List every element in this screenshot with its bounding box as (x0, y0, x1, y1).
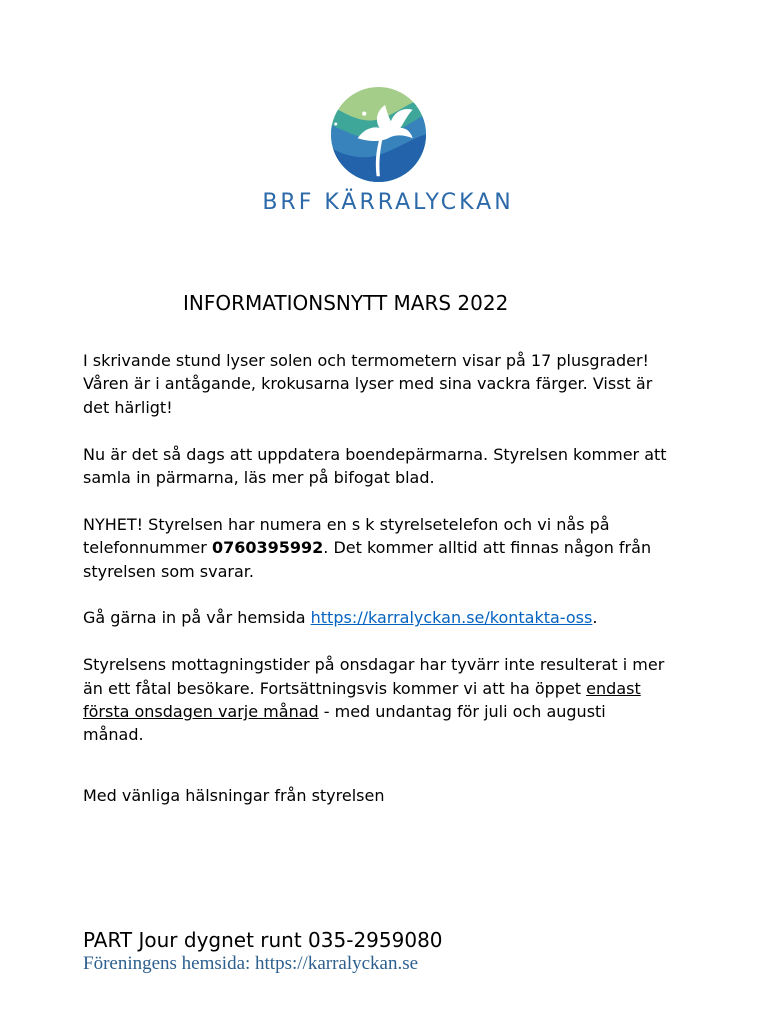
text-line: Våren är i antågande, krokusarna lyser med sina vackra färger. Visst är (83, 374, 653, 394)
logo-flower-circle-icon (331, 87, 426, 182)
text-line: månad. (83, 725, 144, 745)
text-line: NYHET! Styrelsen har numera en s k styrelsetelefon och vi nås på (83, 514, 610, 534)
brand-wordmark: BRF KÄRRALYCKAN (262, 190, 514, 215)
page-title: INFORMATIONSNYTT MARS 2022 (183, 291, 509, 315)
footer-site-label: Föreningens hemsida: (83, 953, 256, 974)
closing-line: Med vänliga hälsningar från styrelsen (83, 785, 385, 805)
text-line: Nu är det så dags att uppdatera boendepärmarna. Styrelsen kommer att (83, 444, 667, 464)
text-line: I skrivande stund lyser solen och termometern visar på 17 plusgrader! (83, 351, 649, 370)
paragraph-intro (83, 349, 776, 419)
text-segment: än ett fåtal besökare. Fortsättningsvis kommer vi att ha öppet (83, 678, 587, 698)
text-line: styrelsen som svarar. (83, 561, 254, 581)
footer-jour-line: PART Jour dygnet runt 035-2959080 (83, 928, 443, 952)
body-text (83, 349, 776, 807)
paragraph-phone-news (83, 513, 776, 583)
text-line: Styrelsens mottagningstider på onsdagar har tyvärr inte resulterat i mer (83, 655, 665, 675)
text-segment: Gå gärna in på vår hemsida (83, 608, 311, 628)
phone-number: 0760395992 (211, 538, 324, 558)
contact-page-link[interactable]: https://karralyckan.se/kontakta-oss (310, 608, 593, 628)
footer-site-link[interactable]: https://karralyckan.se (255, 953, 419, 974)
brf-karralyckan-logo (331, 87, 426, 182)
text-segment: . Det kommer alltid att finnas någon från (323, 538, 652, 558)
logo-droplet-icon (334, 123, 337, 126)
logo-droplet-icon (362, 112, 366, 116)
paragraph-binders (83, 443, 776, 490)
paragraph-office-hours (83, 653, 776, 747)
text-line: det härligt! (83, 397, 173, 417)
footer-site-line (83, 953, 418, 975)
paragraph-website (83, 606, 776, 629)
text-segment: - med undantag för juli och augusti (318, 702, 606, 722)
underlined-phrase: endast (586, 678, 641, 698)
text-segment: . (592, 608, 598, 628)
logo-droplet-icon (384, 114, 388, 118)
text-segment: telefonnummer (83, 538, 212, 558)
underlined-phrase: första onsdagen varje månad (83, 702, 319, 722)
text-line: samla in pärmarna, läs mer på bifogat blad. (83, 468, 435, 488)
